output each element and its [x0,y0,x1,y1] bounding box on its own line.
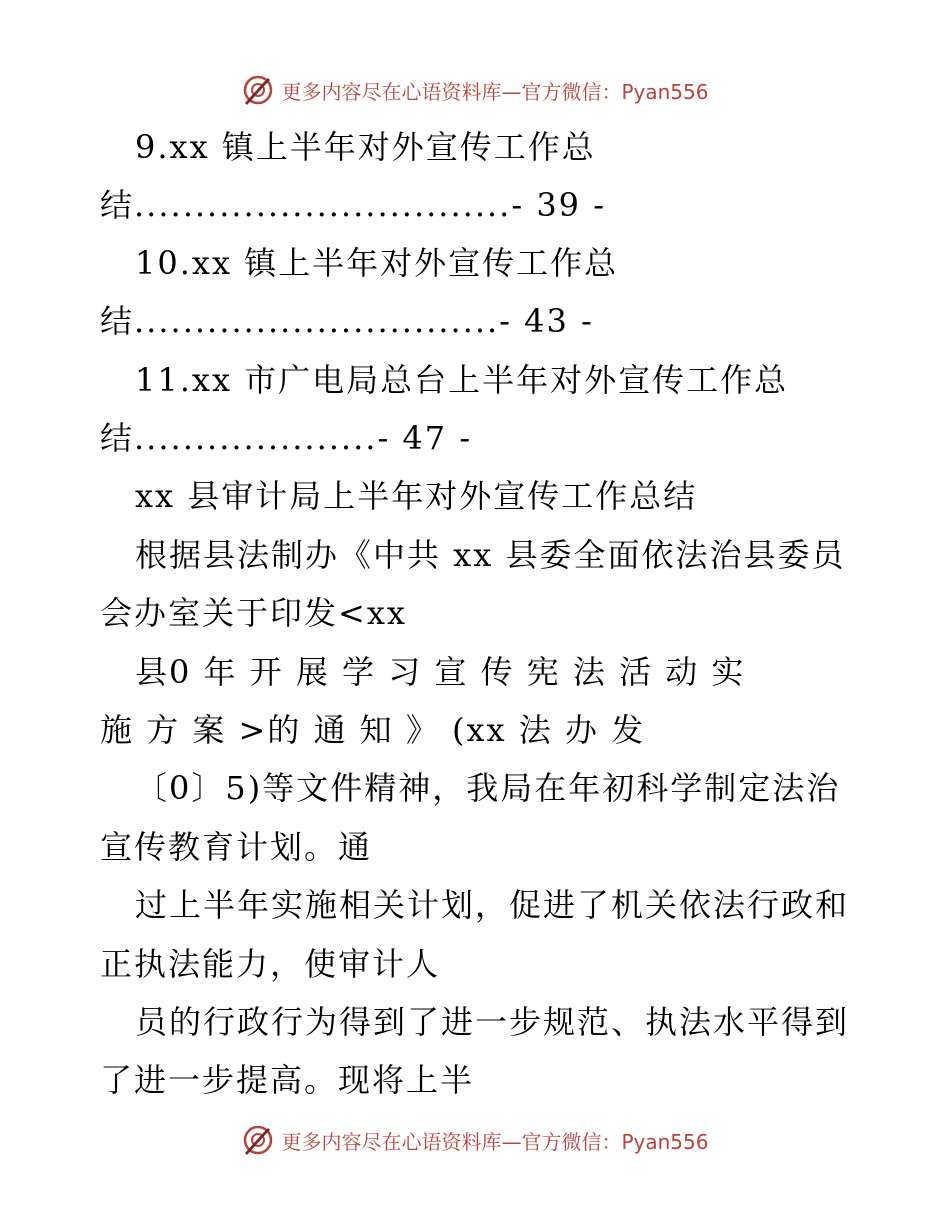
banner-text: 更多内容尽在心语资料库—官方微信：Pyan556 [281,79,709,104]
body-line: 根据县法制办《中共 xx 县委全面依法治县委员 [135,536,846,574]
body-line: 会办室关于印发<xx [100,594,407,632]
banner-text: 更多内容尽在心语资料库—官方微信：Pyan556 [281,1129,709,1154]
section-title: xx 县审计局上半年对外宣传工作总结 [135,477,698,515]
body-line: 员的行政行为得到了进一步规范、执法水平得到 [135,1003,850,1041]
body-line: 了进一步提高。现将上半 [100,1061,475,1099]
body-line: 施 方 案 >的 通 知 》 (xx 法 办 发 [100,711,646,749]
body-line: 〔0〕5)等文件精神，我局在年初科学制定法治 [135,769,841,807]
toc-entry-9-title: 9.xx 镇上半年对外宣传工作总 [135,128,596,166]
toc-entry-10-title: 10.xx 镇上半年对外宣传工作总 [135,244,619,282]
body-line: 县0 年 开 展 学 习 宣 传 宪 法 活 动 实 [135,653,746,691]
body-line: 正执法能力，使审计人 [100,945,441,983]
body-line: 宣传教育计划。通 [100,828,373,866]
toc-entry-9-page: 结...............................- 39 - [100,186,607,224]
toc-entry-11-page: 结....................- 47 - [100,419,473,457]
brand-logo-icon [241,73,275,107]
toc-entry-11-title: 11.xx 市广电局总台上半年对外宣传工作总 [135,361,789,399]
header-watermark-banner [0,70,950,110]
toc-entry-10-page: 结..............................- 43 - [100,302,594,340]
body-line: 过上半年实施相关计划，促进了机关依法行政和 [135,886,850,924]
brand-logo-icon [241,1123,275,1157]
footer-watermark-banner [0,1120,950,1160]
